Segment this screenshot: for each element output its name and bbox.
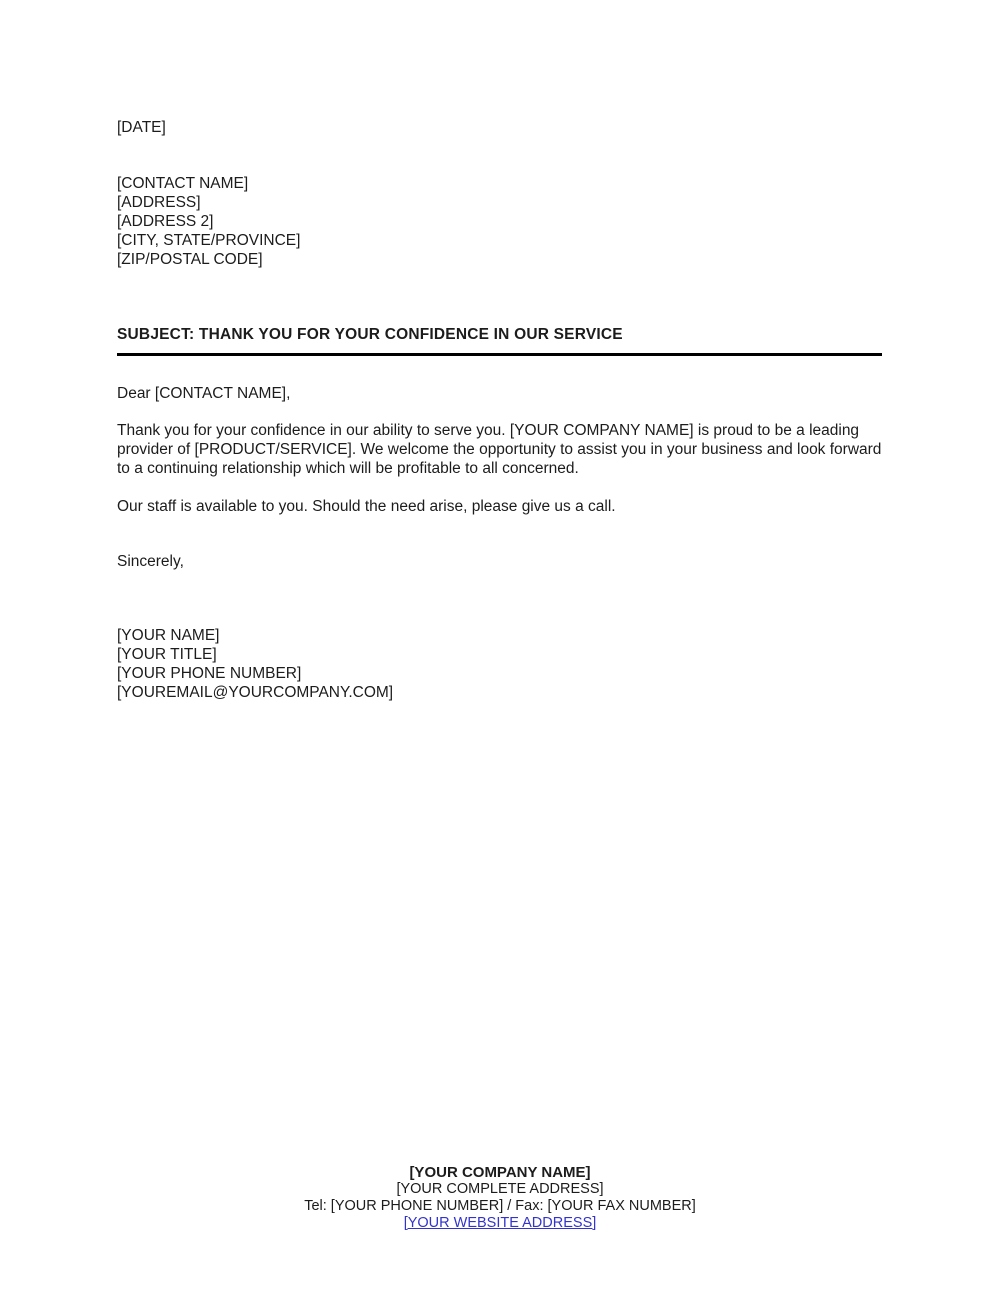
recipient-block xyxy=(117,174,882,269)
salutation: Dear [CONTACT NAME], xyxy=(117,385,291,402)
footer-complete-address: [YOUR COMPLETE ADDRESS] xyxy=(396,1181,604,1197)
signature-phone: [YOUR PHONE NUMBER] xyxy=(117,665,302,682)
letter-footer xyxy=(0,1164,1000,1232)
recipient-contact-name: [CONTACT NAME] xyxy=(117,175,249,192)
footer-tel-fax: Tel: [YOUR PHONE NUMBER] / Fax: [YOUR FAX NUMBER] xyxy=(304,1198,696,1214)
subject-section xyxy=(117,325,882,356)
footer-company-name: [YOUR COMPANY NAME] xyxy=(409,1164,591,1181)
recipient-address: [ADDRESS] xyxy=(117,194,201,211)
body-paragraph-2: Our staff is available to you. Should the need arise, please give us a call. xyxy=(117,498,616,515)
closing: Sincerely, xyxy=(117,553,184,570)
body-paragraph-1: Thank you for your confidence in our ability to serve you. [YOUR COMPANY NAME] is proud to be a leading provider of [PRODUCT/SERVICE]. We welcome the opportunity to assist you in your business and look forward to a continuing relationship which will be profitable to all concerned. xyxy=(117,422,882,477)
signature-block xyxy=(117,626,882,702)
recipient-address2: [ADDRESS 2] xyxy=(117,213,214,230)
recipient-city-state-province: [CITY, STATE/PROVINCE] xyxy=(117,232,301,249)
recipient-zip-postal-code: [ZIP/POSTAL CODE] xyxy=(117,251,263,268)
footer-website-link[interactable]: [YOUR WEBSITE ADDRESS] xyxy=(403,1215,597,1231)
date-placeholder: [DATE] xyxy=(117,119,166,136)
signature-email: [YOUREMAIL@YOURCOMPANY.COM] xyxy=(117,684,394,701)
subject-heading: SUBJECT: THANK YOU FOR YOUR CONFIDENCE IN OUR SERVICE xyxy=(117,326,623,343)
subject-divider-rule xyxy=(117,353,882,356)
signature-title: [YOUR TITLE] xyxy=(117,646,217,663)
signature-name: [YOUR NAME] xyxy=(117,627,220,644)
